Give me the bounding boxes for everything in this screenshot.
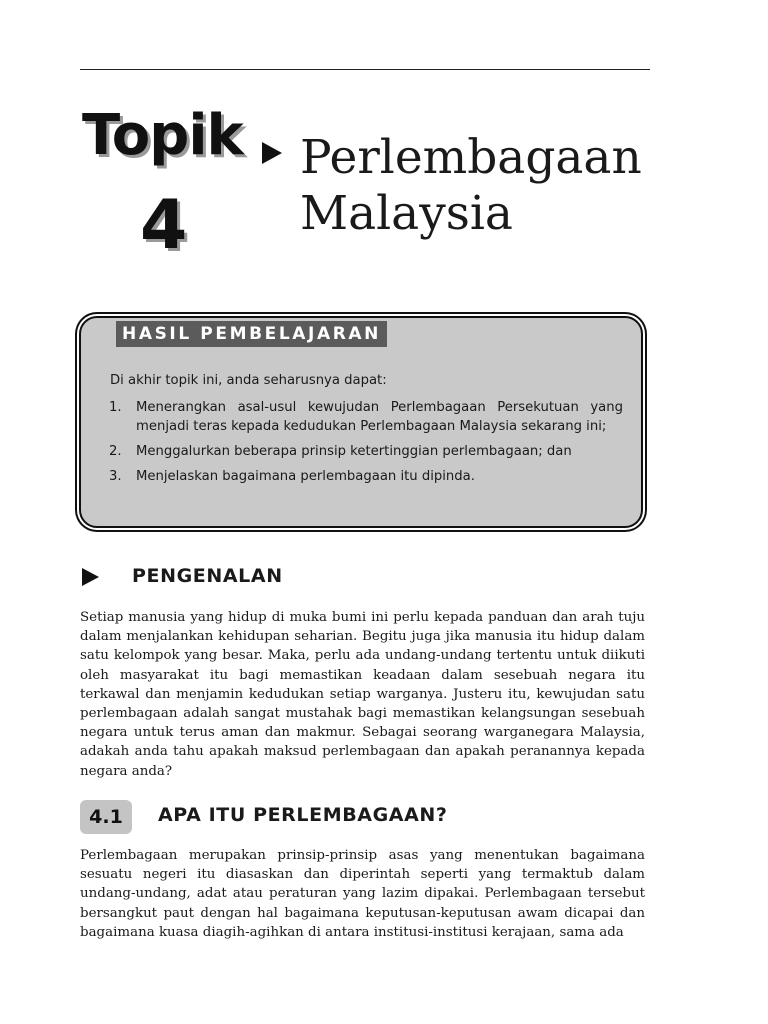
section-heading-4-1: APA ITU PERLEMBAGAAN? <box>158 804 448 826</box>
list-item-text: Menerangkan asal-usul kewujudan Perlembagaan Persekutuan yang menjadi teras kepada kedudukan Perlembagaan Malaysia sekarang ini; <box>136 400 623 434</box>
list-item-number: 3. <box>109 469 122 484</box>
triangle-right-icon <box>82 568 99 586</box>
list-item <box>109 467 623 486</box>
list-item-number: 1. <box>109 400 122 415</box>
learning-outcomes-heading: HASIL PEMBELAJARAN <box>116 321 387 347</box>
intro-paragraph: Setiap manusia yang hidup di muka bumi ini perlu kepada panduan dan arah tuju dalam menjalankan kehidupan seharian. Begitu juga jika manusia itu hidup dalam satu kelompok yang besar. Maka, perlu ada undang-undang tertentu untuk diikuti oleh masyarakat itu bagi memastikan keadaan dalam sesebuah negara itu terkawal dan menjamin kedudukan setiap warganya. Justeru itu, kewujudan satu perlembagaan adalah sangat mustahak bagi memastikan kelangsungan sesebuah negara untuk terus aman dan makmur. Sebagai seorang warganegara Malaysia, adakah anda tahu apakah maksud perlembagaan dan apakah peranannya kepada negara anda? <box>80 610 645 779</box>
section-number-badge: 4.1 <box>80 800 132 834</box>
list-item-text: Menggalurkan beberapa prinsip ketertinggian perlembagaan; dan <box>136 444 572 459</box>
learning-outcomes-list <box>109 398 623 492</box>
chapter-title-line1: Perlembagaan <box>300 130 642 185</box>
list-item <box>109 398 623 436</box>
chapter-label: Topik <box>82 103 243 168</box>
list-item-number: 2. <box>109 444 122 459</box>
chapter-title <box>300 130 740 242</box>
list-item-text: Menjelaskan bagaimana perlembagaan itu dipinda. <box>136 469 475 484</box>
section-heading-intro: PENGENALAN <box>132 565 283 587</box>
chapter-title-line2: Malaysia <box>300 186 513 241</box>
triangle-right-icon <box>262 142 282 164</box>
learning-outcomes-box <box>79 316 643 528</box>
top-rule <box>80 69 650 70</box>
learning-outcomes-intro: Di akhir topik ini, anda seharusnya dapat: <box>110 373 387 388</box>
list-item <box>109 442 623 461</box>
section-4-1-paragraph: Perlembagaan merupakan prinsip-prinsip asas yang menentukan bagaimana sesuatu negeri itu diasaskan dan diperintah seperti yang termaktub dalam undang-undang, adat atau peraturan yang lazim dipakai. Perlembagaan tersebut bersangkut paut dengan hal bagaimana keputusan-keputusan awam dicapai dan bagaimana kuasa diagih-agihkan di antara institusi-institusi kerajaan, sama ada <box>80 848 645 940</box>
chapter-number: 4 <box>140 186 188 265</box>
